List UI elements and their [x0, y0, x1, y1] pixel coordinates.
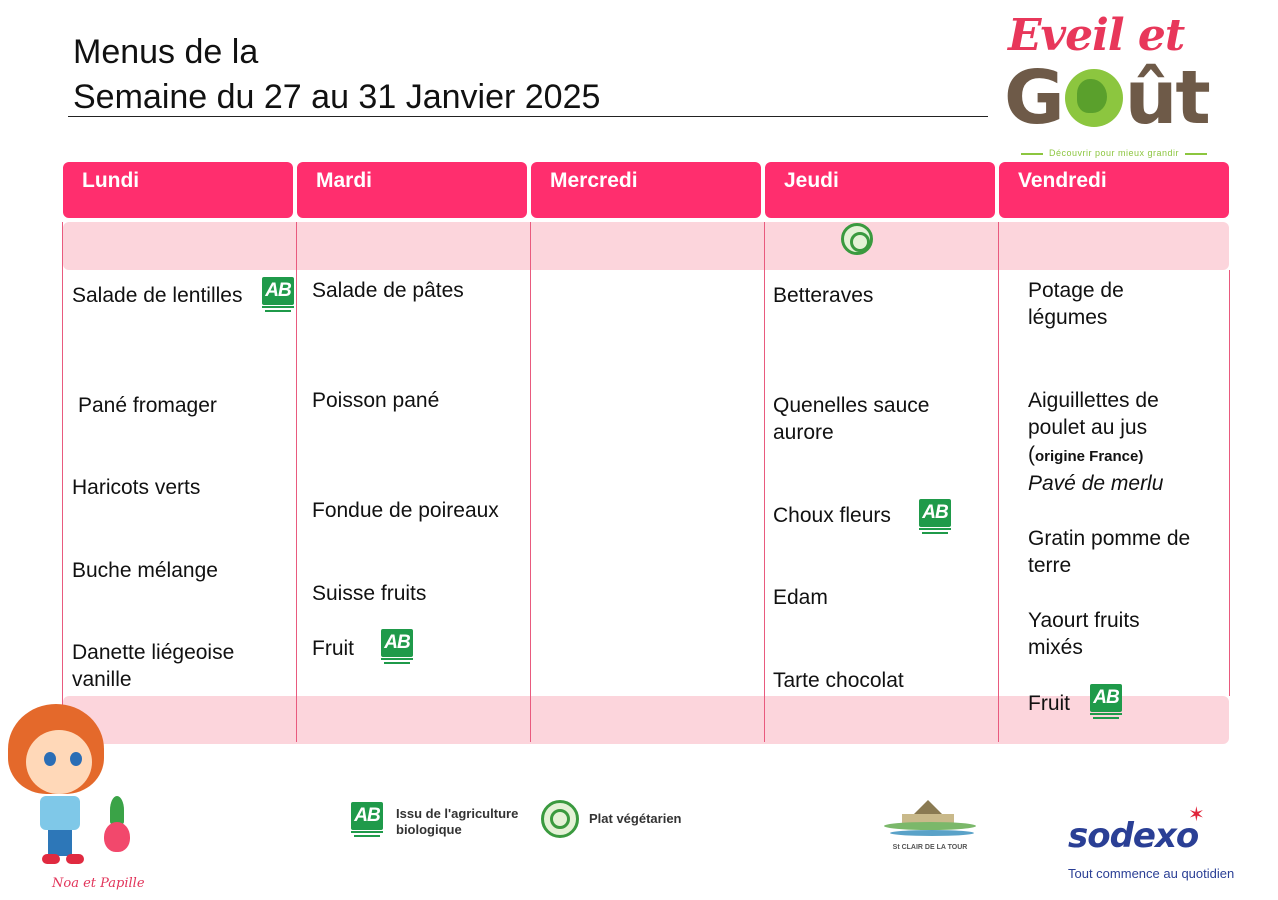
dish-mardi-cheese: Suisse fruits [312, 582, 427, 605]
mascot-eye [44, 752, 56, 766]
church-icon [914, 800, 942, 814]
dish-vendredi-main-line1: Aiguillettes de [1028, 389, 1159, 412]
logo-g: G [1004, 55, 1063, 141]
column-divider [764, 222, 765, 742]
dish-vendredi-starter-line1: Potage de [1028, 279, 1124, 302]
vegetarian-icon [541, 800, 579, 838]
dish-mardi-starter: Salade de pâtes [312, 279, 464, 302]
dish-mardi-side: Fondue de poireaux [312, 499, 499, 522]
st-clair-text: St CLAIR DE LA TOUR [892, 844, 968, 851]
mascot-illustration [0, 700, 145, 900]
day-header-vendredi: Vendredi [999, 162, 1229, 218]
mascot-face [26, 730, 92, 794]
column-divider [296, 222, 297, 742]
vegetarian-icon [841, 223, 873, 255]
river-icon [890, 830, 974, 836]
legend-bio-line1: Issu de l'agriculture [396, 806, 519, 821]
mascot-caption: Noa et Papille [52, 876, 145, 891]
column-divider [1229, 270, 1230, 696]
dish-jeudi-side: Choux fleurs [773, 504, 891, 527]
day-header-lundi: Lundi [63, 162, 293, 218]
legend-veg-label: Plat végétarien [589, 811, 682, 826]
dish-jeudi-cheese: Edam [773, 586, 828, 609]
origin-paren: ( [1028, 443, 1035, 466]
dish-mardi-main: Poisson pané [312, 389, 440, 412]
page-title [73, 30, 600, 120]
dish-vendredi-main-origin [1028, 441, 1163, 470]
dish-vendredi-dairy-line1: Yaourt fruits [1028, 609, 1140, 632]
dish-jeudi-starter: Betteraves [773, 284, 874, 307]
dish-vendredi-side-line2: terre [1028, 554, 1072, 577]
mascot-shoe [66, 854, 84, 864]
dish-vendredi-side-line1: Gratin pomme de [1028, 527, 1191, 550]
origin-label: origine France) [1035, 448, 1144, 465]
legend-bio-line2: biologique [396, 822, 462, 837]
dish-vendredi-dairy [1028, 607, 1140, 661]
globe-icon [1065, 69, 1123, 127]
hill-icon [884, 822, 976, 830]
column-divider [62, 222, 63, 742]
title-divider [68, 116, 988, 117]
dish-lundi-main: Pané fromager [78, 394, 217, 417]
title-line-2: Semaine du 27 au 31 Janvier 2025 [73, 78, 601, 116]
day-header-mardi: Mardi [297, 162, 527, 218]
dish-vendredi-dessert: Fruit [1028, 692, 1070, 715]
dish-jeudi-main [773, 392, 929, 446]
column-divider [998, 222, 999, 742]
day-header-jeudi: Jeudi [765, 162, 995, 218]
dish-vendredi-dairy-line2: mixés [1028, 636, 1083, 659]
eveil-et-gout-logo [1000, 10, 1230, 160]
mascot-body [40, 796, 80, 830]
sodexo-tagline: Tout commence au quotidien [1068, 866, 1235, 881]
logo-line-1: Eveil et [1008, 10, 1185, 61]
dish-jeudi-dessert: Tarte chocolat [773, 669, 904, 692]
mascot-legs [48, 830, 72, 856]
ab-organic-icon: AB [1090, 684, 1122, 722]
dish-jeudi-main-line1: Quenelles sauce [773, 394, 930, 417]
sodexo-logo [1066, 804, 1266, 886]
dish-vendredi-starter-line2: légumes [1028, 306, 1108, 329]
sodexo-wordmark: sodexo [1068, 816, 1199, 856]
dish-lundi-side: Haricots verts [72, 476, 201, 499]
ab-organic-icon: AB [351, 802, 383, 840]
logo-tagline: Découvrir pour mieux grandir [1004, 148, 1224, 158]
dish-lundi-dessert-line1: Danette liégeoise [72, 641, 235, 664]
title-line-1: Menus de la [73, 33, 259, 71]
st-clair-de-la-tour-logo [880, 798, 980, 858]
dish-vendredi-alt-main: Pavé de merlu [1028, 472, 1164, 495]
star-icon: ✶ [1188, 804, 1205, 826]
dish-vendredi-main-line2: poulet au jus [1028, 416, 1148, 439]
dish-lundi-dessert-line2: vanille [72, 668, 132, 691]
dish-lundi-starter: Salade de lentilles [72, 284, 243, 307]
radish-leaf-icon [110, 796, 124, 824]
column-divider [530, 222, 531, 742]
legend-bio-label [396, 806, 518, 838]
ab-organic-icon: AB [262, 277, 294, 315]
logo-ut: ût [1124, 55, 1209, 141]
ab-organic-icon: AB [381, 629, 413, 667]
dish-jeudi-main-line2: aurore [773, 421, 834, 444]
ab-organic-icon: AB [919, 499, 951, 537]
mascot-shoe [42, 854, 60, 864]
mascot-eye [70, 752, 82, 766]
day-header-mercredi: Mercredi [531, 162, 761, 218]
dish-vendredi-starter [1028, 277, 1124, 331]
dish-lundi-cheese: Buche mélange [72, 559, 218, 582]
top-band [63, 222, 1229, 270]
dish-lundi-dessert [72, 639, 234, 693]
dish-vendredi-side [1028, 525, 1190, 579]
dish-vendredi-main [1028, 387, 1163, 497]
radish-icon [104, 822, 130, 852]
dish-mardi-dessert: Fruit [312, 637, 354, 660]
logo-line-2 [1004, 55, 1209, 141]
